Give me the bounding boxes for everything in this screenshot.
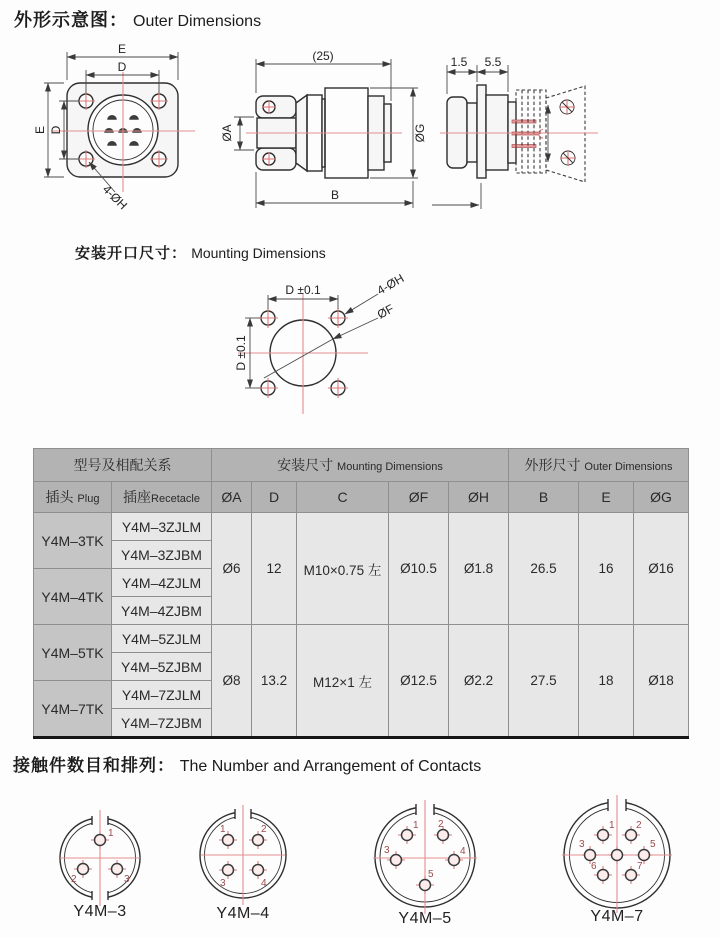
value-F: Ø12.5	[389, 625, 449, 738]
col-A: ØA	[212, 482, 252, 513]
header-mounting-zh: 安装尺寸	[277, 457, 334, 473]
value-H: Ø1.8	[449, 513, 509, 625]
contact-diagram-y4m-5	[350, 786, 500, 914]
value-E: 18	[579, 625, 634, 738]
pin-number: 3	[579, 839, 585, 850]
front-view-flange	[33, 42, 195, 212]
dim-D-top: D	[117, 60, 127, 74]
pin-number: 4	[261, 878, 267, 889]
plug-model: Y4M–5TK	[34, 625, 112, 681]
dim-F: ØF	[374, 301, 397, 322]
plug-model: Y4M–3TK	[34, 513, 112, 569]
dim-B: B	[330, 188, 340, 202]
side-view-plug	[220, 49, 427, 208]
receptacle-model: Y4M–5ZJBM	[112, 653, 212, 681]
pin-number: 6	[591, 861, 597, 872]
header-models: 型号及相配关系	[34, 449, 212, 482]
plug-model: Y4M–7TK	[34, 681, 112, 738]
pin-number: 4	[460, 846, 466, 857]
dim-4-holes: 4-ØH	[99, 182, 131, 213]
pin-number: 2	[71, 874, 77, 885]
contact-label-y4m-5: Y4M–5	[398, 910, 452, 927]
pin-number: 3	[384, 845, 390, 856]
value-A: Ø6	[212, 513, 252, 625]
value-B: 27.5	[509, 625, 579, 738]
dim-D-horizontal: D ±0.1	[285, 283, 321, 297]
dim-4-holes: 4-ØH	[374, 271, 407, 298]
dim-G: ØG	[413, 123, 427, 143]
contact-label-y4m-7: Y4M–7	[590, 908, 644, 925]
col-E: E	[579, 482, 634, 513]
contacts-title-zh: 接触件数目和排列：	[13, 756, 175, 775]
plug-model: Y4M–4TK	[34, 569, 112, 625]
contact-diagram-y4m-4	[174, 789, 312, 909]
outer-dimensions-title	[14, 6, 261, 32]
col-F: ØF	[389, 482, 449, 513]
mounting-dimensions	[234, 271, 406, 388]
dim-1-5: 1.5	[450, 55, 468, 69]
pin-number: 7	[637, 861, 643, 872]
header-plug	[34, 482, 112, 513]
pin	[91, 831, 109, 849]
panel-view-receptacle	[432, 55, 598, 209]
header-outer-en: Outer Dimensions	[584, 461, 673, 473]
pin-number: 5	[428, 869, 434, 880]
value-D: 13.2	[252, 625, 297, 738]
spec-table	[33, 448, 689, 739]
pin-number: 2	[261, 824, 267, 835]
dim-E-left: E	[33, 125, 47, 135]
col-G: ØG	[634, 482, 689, 513]
mounting-dimensions-title	[75, 242, 326, 263]
pin-number: 1	[220, 824, 226, 835]
receptacle-model: Y4M–7ZJBM	[112, 709, 212, 738]
pin	[387, 851, 405, 869]
header-receptacle	[112, 482, 212, 513]
value-H: Ø2.2	[449, 625, 509, 738]
receptacle-model: Y4M–4ZJLM	[112, 569, 212, 597]
pin-number: 5	[650, 839, 656, 850]
contact-label-y4m-3: Y4M–3	[73, 903, 127, 920]
receptacle-model: Y4M–7ZJLM	[112, 681, 212, 709]
header-receptacle-en: Recetacle	[151, 493, 200, 505]
pin-number: 2	[438, 819, 444, 830]
dim-A: ØA	[220, 124, 234, 142]
dim-25: (25)	[312, 49, 334, 63]
pin-center	[608, 846, 626, 864]
pin-number: 3	[124, 874, 130, 885]
outer-dimensions-drawing	[0, 30, 720, 242]
col-B: B	[509, 482, 579, 513]
header-outer-zh: 外形尺寸	[524, 457, 581, 473]
header-outer	[509, 449, 689, 482]
mounting-dimensions-drawing	[180, 262, 470, 427]
value-D: 12	[252, 513, 297, 625]
contacts-title-en: The Number and Arrangement of Contacts	[179, 758, 482, 775]
receptacle-model: Y4M–3ZJLM	[112, 513, 212, 541]
value-A: Ø8	[212, 625, 252, 738]
mounting-dimensions-title-zh: 安装开口尺寸：	[75, 245, 188, 262]
contacts-title	[13, 751, 481, 776]
header-receptacle-zh: 插座	[123, 489, 152, 505]
dim-5-5: 5.5	[484, 55, 502, 69]
receptacle-model: Y4M–3ZJBM	[112, 541, 212, 569]
value-C: M10×0.75 左	[297, 513, 389, 625]
receptacle-model: Y4M–5ZJLM	[112, 625, 212, 653]
value-E: 16	[579, 513, 634, 625]
contact-label-y4m-4: Y4M–4	[216, 905, 270, 922]
pin-number: 1	[413, 820, 419, 831]
col-C: C	[297, 482, 389, 513]
pin	[249, 861, 267, 879]
outer-dimensions-title-en: Outer Dimensions	[133, 13, 262, 30]
value-G: Ø16	[634, 513, 689, 625]
header-plug-zh: 插头	[45, 489, 74, 505]
pin-number: 2	[636, 820, 642, 831]
mounting-dimensions-title-en: Mounting Dimensions	[191, 245, 326, 261]
value-C: M12×1 左	[297, 625, 389, 738]
contact-diagram-y4m-7	[540, 783, 694, 915]
pin-number: 1	[108, 828, 114, 839]
pin-number: 1	[609, 820, 615, 831]
pin	[219, 861, 237, 879]
dim-D-vertical: D ±0.1	[234, 335, 248, 371]
value-F: Ø10.5	[389, 513, 449, 625]
value-G: Ø18	[634, 625, 689, 738]
col-H: ØH	[449, 482, 509, 513]
pin-number: 3	[220, 878, 226, 889]
contact-diagram-y4m-3	[34, 794, 166, 910]
col-D: D	[252, 482, 297, 513]
pin	[594, 866, 612, 884]
pin	[74, 860, 92, 878]
dim-D-left: D	[49, 125, 63, 135]
dim-E-top: E	[117, 42, 127, 56]
header-plug-en: Plug	[77, 493, 100, 505]
value-B: 26.5	[509, 513, 579, 625]
header-mounting-en: Mounting Dimensions	[337, 461, 443, 473]
receptacle-model: Y4M–4ZJBM	[112, 597, 212, 625]
header-mounting	[212, 449, 509, 482]
outer-dimensions-title-zh: 外形示意图：	[14, 10, 128, 30]
